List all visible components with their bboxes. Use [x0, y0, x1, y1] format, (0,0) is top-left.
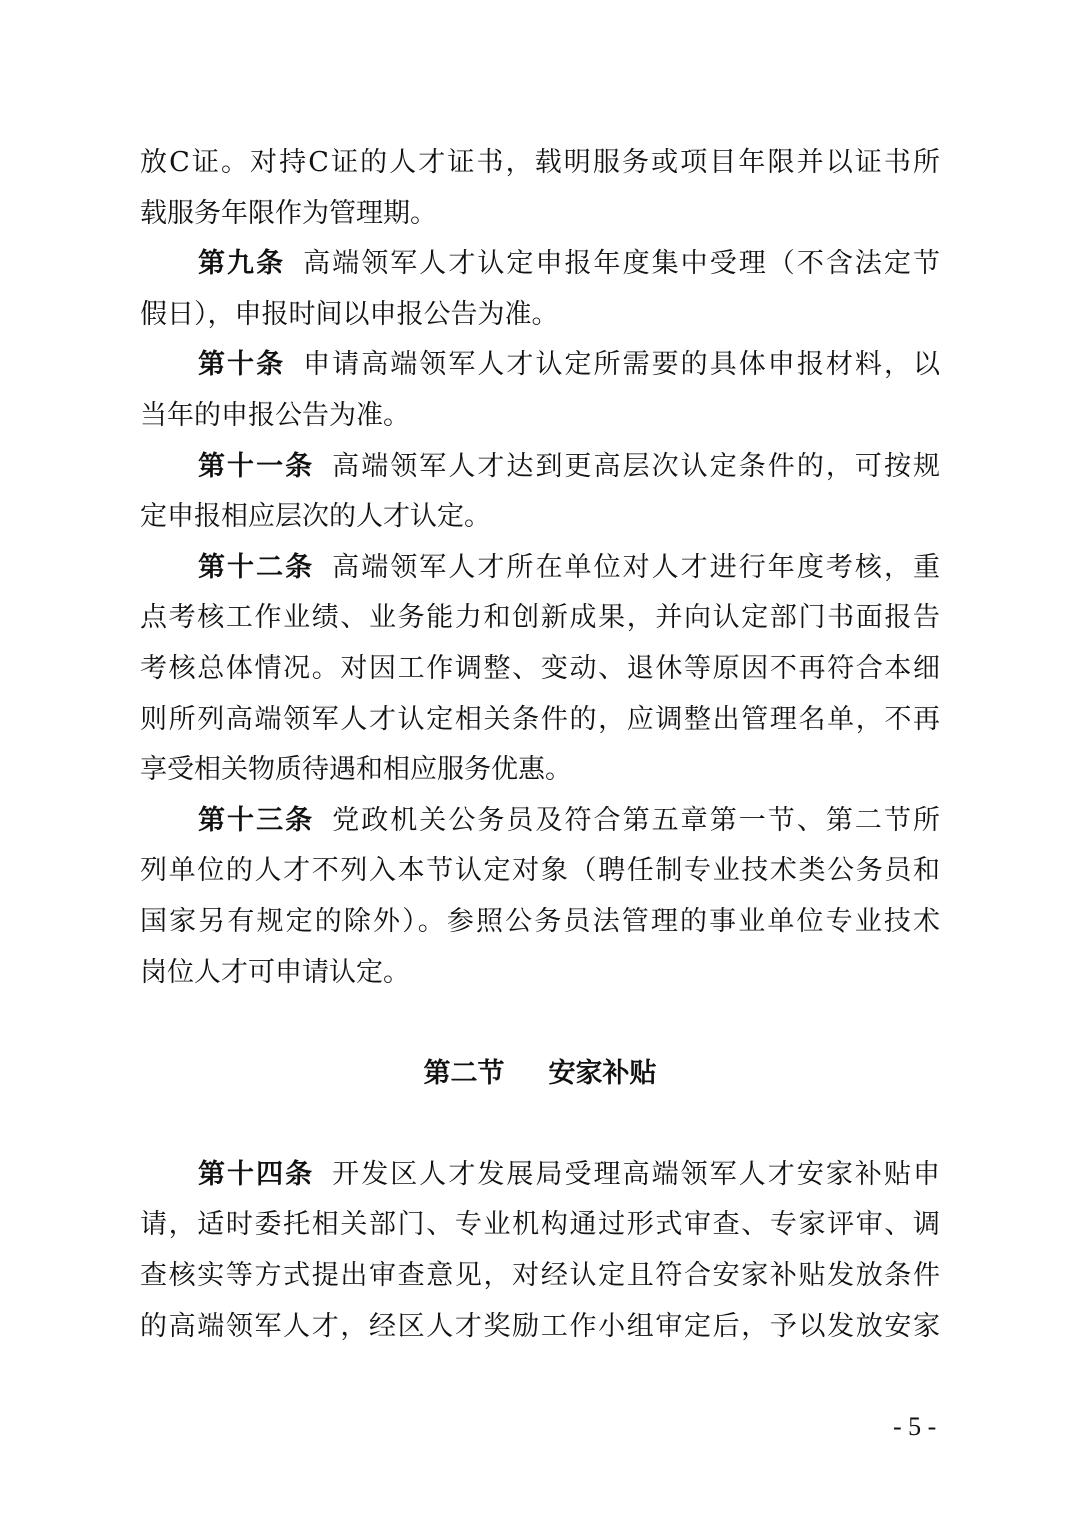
- text-line: [140, 189, 940, 240]
- text-line: [140, 492, 940, 543]
- paragraph: [140, 1150, 940, 1352]
- line-text: 高端领军人才达到更高层次认定条件的，可按规: [332, 450, 941, 482]
- page-number: - 5 -: [893, 1412, 937, 1441]
- line-text: 高端领军人才认定申报年度集中受理（不含法定节: [303, 248, 940, 280]
- text-line: [140, 340, 940, 391]
- text-line: [140, 897, 940, 948]
- line-text: 岗位人才可申请认定。: [140, 956, 410, 988]
- article-label: 第十一条: [198, 450, 315, 482]
- text-line: [140, 138, 940, 189]
- section-articles-2: [140, 1150, 940, 1352]
- text-line: [140, 695, 940, 746]
- paragraph: [140, 442, 940, 543]
- text-line: [140, 1150, 940, 1201]
- line-text: 点考核工作业绩、业务能力和创新成果，并向认定部门书面报告: [140, 602, 940, 634]
- text-line: [140, 644, 940, 695]
- article-label: 第九条: [198, 248, 286, 280]
- text-line: [140, 1251, 940, 1302]
- section-articles-1: [140, 138, 940, 998]
- line-text: 享受相关物质待遇和相应服务优惠。: [140, 754, 572, 786]
- line-text: 请，适时委托相关部门、专业机构通过形式审查、专家评审、调: [140, 1209, 940, 1241]
- line-text: 查核实等方式提出审查意见，对经认定且符合安家补贴发放条件: [140, 1260, 940, 1292]
- article-label: 第十三条: [198, 804, 315, 836]
- text-line: [140, 796, 940, 847]
- text-line: [140, 442, 940, 493]
- line-text: 假日），申报时间以申报公告为准。: [140, 298, 559, 330]
- text-line: [140, 1302, 940, 1353]
- line-text: 则所列高端领军人才认定相关条件的，应调整出管理名单，不再: [140, 703, 940, 735]
- line-text: 申请高端领军人才认定所需要的具体申报材料，以: [303, 349, 940, 381]
- paragraph: [140, 340, 940, 441]
- article-label: 第十四条: [198, 1158, 315, 1190]
- text-line: [140, 846, 940, 897]
- section-title: 安家补贴: [548, 1057, 657, 1089]
- line-text: 列单位的人才不列入本节认定对象（聘任制专业技术类公务员和: [140, 855, 940, 887]
- paragraph: [140, 239, 940, 340]
- line-text: 放C证。对持C证的人才证书，载明服务或项目年限并以证书所: [140, 147, 940, 178]
- article-label: 第十二条: [198, 551, 315, 583]
- text-line: [140, 1200, 940, 1251]
- paragraph: [140, 796, 940, 998]
- text-line: [140, 593, 940, 644]
- line-text: 党政机关公务员及符合第五章第一节、第二节所: [332, 804, 941, 836]
- text-line: [140, 745, 940, 796]
- line-text: 高端领军人才所在单位对人才进行年度考核，重: [332, 551, 941, 583]
- section-heading: [140, 1049, 940, 1100]
- text-line: [140, 290, 940, 341]
- line-text: 定申报相应层次的人才认定。: [140, 501, 491, 533]
- line-text: 当年的申报公告为准。: [140, 399, 410, 431]
- spacer: [140, 1099, 940, 1150]
- line-text: 开发区人才发展局受理高端领军人才安家补贴申: [332, 1158, 941, 1190]
- text-line: [140, 391, 940, 442]
- paragraph: [140, 543, 940, 796]
- paragraph: [140, 138, 940, 239]
- text-line: [140, 239, 940, 290]
- line-text: 的高端领军人才，经区人才奖励工作小组审定后，予以发放安家: [140, 1310, 940, 1342]
- document-body: [140, 138, 940, 1352]
- line-text: 载服务年限作为管理期。: [140, 197, 437, 229]
- article-label: 第十条: [198, 349, 286, 381]
- spacer: [140, 998, 940, 1049]
- text-line: [140, 948, 940, 999]
- text-line: [140, 543, 940, 594]
- line-text: 考核总体情况。对因工作调整、变动、退休等原因不再符合本细: [140, 652, 940, 684]
- section-number: 第二节: [423, 1057, 505, 1089]
- line-text: 国家另有规定的除外）。参照公务员法管理的事业单位专业技术: [140, 905, 940, 937]
